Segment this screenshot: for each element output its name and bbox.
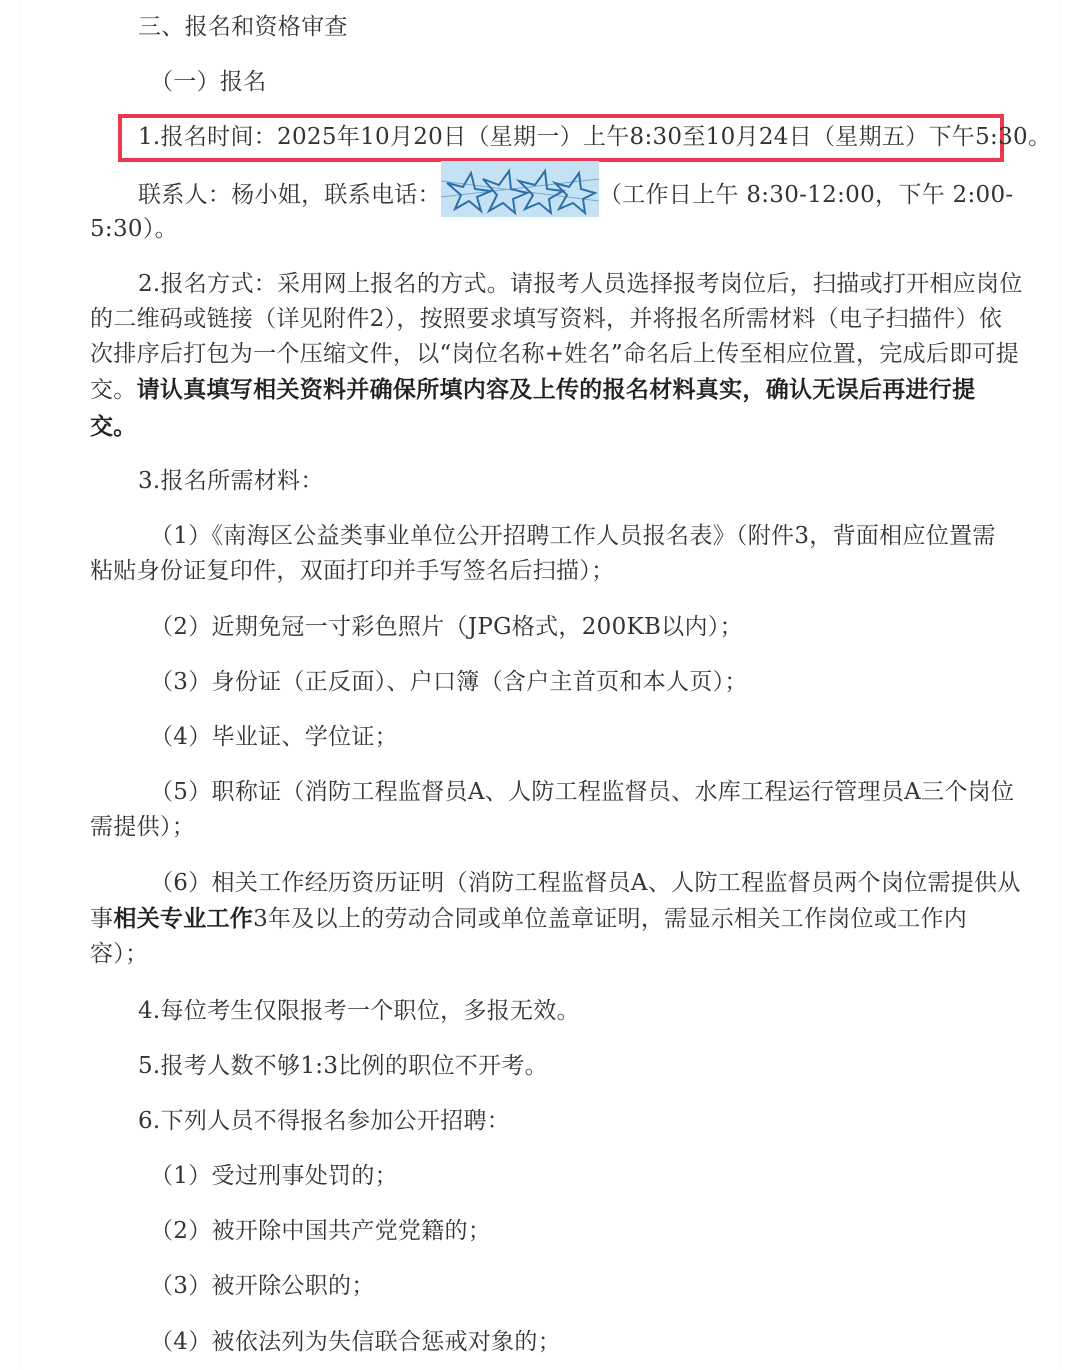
- registration-method-line-1: 2.报名方式：采用网上报名的方式。请报考人员选择报考岗位后，扫描或打开相应岗位: [138, 271, 1023, 297]
- redacted-phone-number: [441, 161, 599, 217]
- registration-method-line-4: [90, 372, 975, 408]
- redaction-stars-icon: [441, 161, 599, 217]
- registration-method-plain: 交。: [90, 377, 137, 403]
- material-5-line-1: （5）职称证（消防工程监督员A、人防工程监督员、水库工程运行管理员A三个岗位: [150, 779, 1015, 805]
- materials-heading: 3.报名所需材料：: [138, 468, 324, 494]
- registration-method-line-3: 次排序后打包为一个压缩文件，以“岗位名称+姓名”命名后上传至相应位置，完成后即可提: [90, 341, 1020, 367]
- section-heading: 三、报名和资格审查: [138, 14, 348, 40]
- material-6-line-3: 容）；: [90, 941, 149, 967]
- contact-hours: （工作日上午 8:30-12:00，下午 2:00-: [598, 182, 1014, 208]
- material-6-text-b: 3年及以上的劳动合同或单位盖章证明，需显示相关工作岗位或工作内: [253, 906, 968, 932]
- registration-time: 1.报名时间：2025年10月20日（星期一）上午8:30至10月24日（星期五）下午5:30。: [138, 124, 1052, 150]
- material-6-bold: 相关专业工作: [113, 905, 254, 932]
- registration-method-warning: 请认真填写相关资料并确保所填内容及上传的报名材料真实，确认无误后再进行提: [136, 376, 976, 403]
- document-page: [22, 0, 1058, 1370]
- material-6-line-2: [90, 901, 967, 937]
- material-6-line-1: （6）相关工作经历资历证明（消防工程监督员A、人防工程监督员两个岗位需提供从: [150, 870, 1021, 896]
- contact-line: [138, 175, 1013, 217]
- registration-method-line-2: 的二维码或链接（详见附件2），按照要求填写资料，并将报名所需材料（电子扫描件）依: [90, 306, 1003, 332]
- exclusions-heading: 6.下列人员不得报名参加公开招聘：: [138, 1108, 511, 1134]
- ratio-rule: 5.报考人数不够1:3比例的职位不开考。: [138, 1053, 548, 1079]
- one-position-rule: 4.每位考生仅限报考一个职位，多报无效。: [138, 998, 580, 1024]
- contact-prefix: 联系人：杨小姐，联系电话：: [138, 182, 441, 208]
- registration-method-warning-end: 交。: [90, 413, 137, 440]
- exclusion-2: （2）被开除中国共产党党籍的；: [150, 1218, 492, 1244]
- material-3: （3）身份证（正反面）、户口簿（含户主首页和本人页）；: [150, 669, 748, 695]
- sub-heading: （一）报名: [150, 69, 267, 95]
- contact-line-2: 5:30）。: [90, 216, 178, 242]
- material-5-line-2: 需提供）；: [90, 814, 195, 840]
- material-2: （2）近期免冠一寸彩色照片（JPG格式，200KB以内）；: [150, 614, 743, 640]
- material-4: （4）毕业证、学位证；: [150, 724, 398, 750]
- material-1-line-1: （1）《南海区公益类事业单位公开招聘工作人员报名表》（附件3，背面相应位置需: [150, 523, 996, 549]
- material-1-line-2: 粘贴身份证复印件，双面打印并手写签名后扫描）；: [90, 558, 615, 584]
- exclusion-1: （1）受过刑事处罚的；: [150, 1163, 398, 1189]
- exclusion-4: （4）被依法列为失信联合惩戒对象的；: [150, 1329, 562, 1355]
- material-6-text-a: 事: [90, 906, 114, 932]
- exclusion-3: （3）被开除公职的；: [150, 1273, 375, 1299]
